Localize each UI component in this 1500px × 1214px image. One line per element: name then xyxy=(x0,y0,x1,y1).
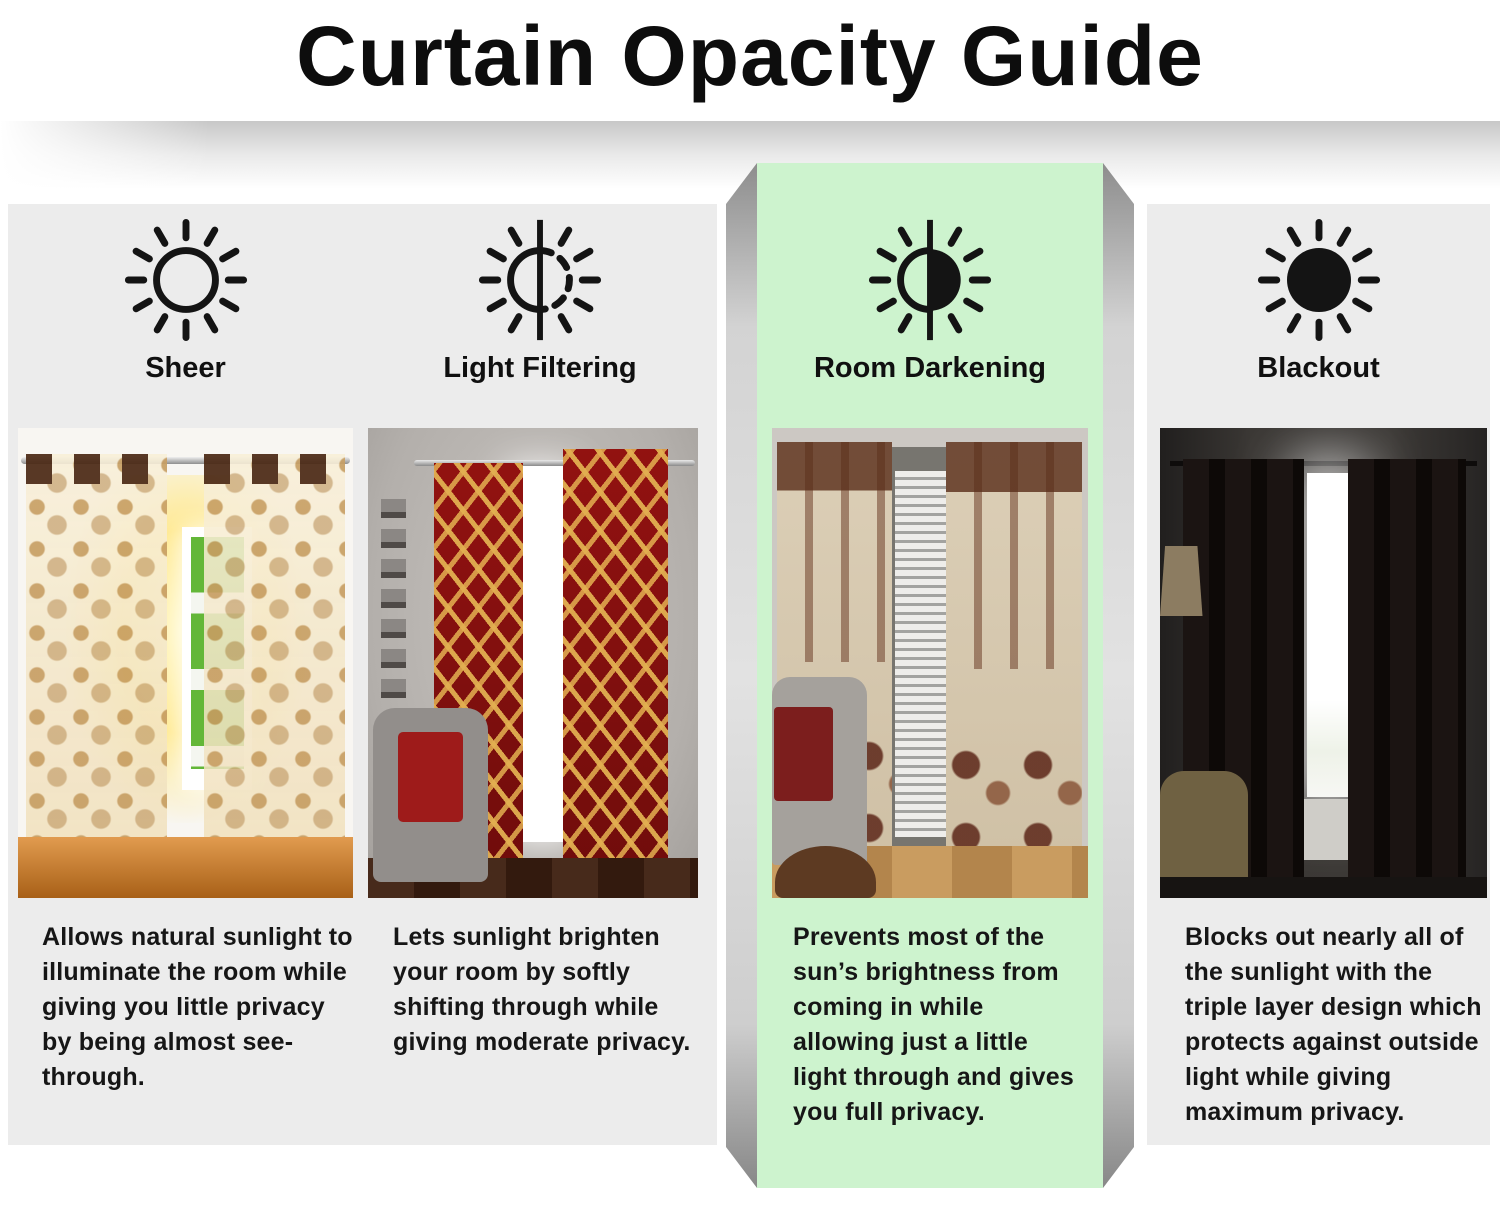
floor xyxy=(18,837,353,898)
armchair xyxy=(772,677,867,865)
blackout-curtains-photo xyxy=(1160,428,1487,898)
description-room-darkening: Prevents most of the sun’s brightness from coming in while allowing just a little light through and gives you full privacy. xyxy=(793,923,1074,1126)
sun-half-dashed-icon xyxy=(476,216,604,344)
curtain-panel-right xyxy=(1348,459,1466,882)
curtain-panel-right xyxy=(204,454,345,861)
lamp-shade xyxy=(1160,546,1203,617)
column-label-room-darkening: Room Darkening xyxy=(813,352,1047,384)
column-light-filtering xyxy=(363,204,717,1145)
column-sheer xyxy=(8,204,363,1145)
curtain-panel-left xyxy=(26,454,167,861)
highlight-panel-left-bevel xyxy=(726,163,757,1188)
armchair xyxy=(373,708,489,882)
column-blackout xyxy=(1147,204,1490,1145)
description-sheer: Allows natural sunlight to illuminate the room while giving you little privacy by being almost see-through. xyxy=(42,923,353,1091)
column-label-blackout: Blackout xyxy=(1257,352,1380,384)
sun-half-filled-icon xyxy=(866,216,994,344)
red-pillow xyxy=(398,732,463,822)
description-blackout: Blocks out nearly all of the sunlight with the triple layer design which protects against outside light while giving maximum privacy. xyxy=(1185,923,1482,1126)
page-title: Curtain Opacity Guide xyxy=(296,9,1204,103)
sheer-curtains-photo xyxy=(18,428,353,898)
sun-outline-icon xyxy=(122,216,250,344)
column-label-light-filtering: Light Filtering xyxy=(443,352,637,384)
description-light-filtering: Lets sunlight brighten your room by softly shifting through while giving moderate privacy. xyxy=(393,923,691,1056)
bright-window xyxy=(1307,473,1351,797)
curtain-panel-right xyxy=(946,442,1082,879)
wall-mirror-decor xyxy=(381,499,406,706)
curtain-panel-right xyxy=(563,449,669,877)
column-label-sheer: Sheer xyxy=(145,352,226,384)
sun-filled-icon xyxy=(1255,216,1383,344)
floor xyxy=(1160,877,1487,898)
room-darkening-curtains-photo xyxy=(772,428,1088,898)
light-filtering-curtains-photo xyxy=(368,428,698,898)
column-room-darkening xyxy=(757,163,1103,1188)
red-pillow xyxy=(774,707,833,801)
highlight-panel-right-bevel xyxy=(1103,163,1134,1188)
